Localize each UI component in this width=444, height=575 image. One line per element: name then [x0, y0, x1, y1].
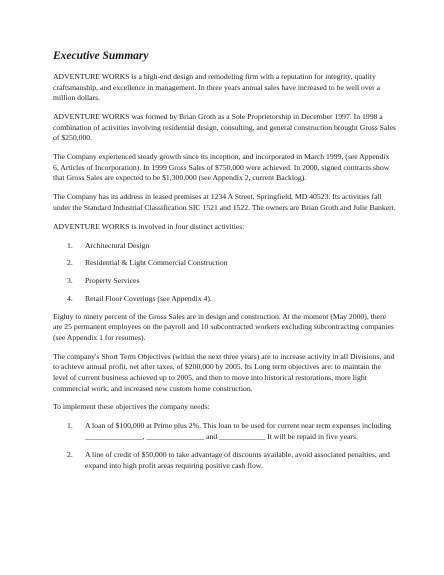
needs-list — [53, 421, 396, 471]
list-item-number: 2. — [67, 258, 73, 268]
executive-summary-heading: Executive Summary — [53, 50, 149, 62]
list-item — [67, 421, 396, 442]
paragraph-sales-employees: Eighty to ninety percent of the Gross Sales are in design and construction. At the moment (May 2000), there are 25 permanent employees on the payroll and 10 subcontracted workers excluding subcontracting companies (see Appendix 1 for resumes). — [53, 311, 394, 342]
list-item-number: 4. — [67, 293, 73, 303]
activities-list — [53, 241, 396, 305]
list-item-text: A loan of $100,000 at Prime plus 2%. This loan to be used for current near term expenses including _______________, _______________ and ____________ It will be repaid in five years. — [85, 421, 392, 441]
paragraph-address: The Company has its address in leased premises at 1234 A Street, Springfield, MD 40523. Its activities fall under the Standard Industrial Classification SIC 1521 and 1522. The owners are Brian Groth and Julie Bankert. — [53, 192, 396, 212]
list-item — [67, 276, 396, 287]
list-item-text: Residential & Light Commercial Construction — [85, 258, 228, 268]
list-item-number: 2. — [67, 450, 73, 460]
paragraph-formation: ADVENTURE WORKS was formed by Brian Groth as a Sole Proprietorship in December 1997. In 1998 a combination of activities involving residential design, consulting, and general construction brought Gross Sales of $250,000. — [53, 112, 396, 143]
list-item — [67, 258, 396, 269]
paragraph-intro: ADVENTURE WORKS is a high-end design and remodeling firm with a reputation for integrity, quality craftsmanship, and excellence in management. In three years annual sales have increased to be well over a million dollars. — [53, 72, 381, 103]
paragraph-objectives: The company's Short Term Objectives (within the next three years) are to increase activity in all Divisions, and to achieve annual profit, net after taxes, of $200,000 by 2005. Its Long term objectives are: to maintain the level of current business achieved up to 2005, and then to move into historical restorations, more light commercial work, and increased new custom home construction. — [53, 351, 395, 393]
list-item-number: 1. — [67, 240, 73, 250]
list-item — [67, 450, 396, 471]
list-item — [67, 294, 396, 305]
paragraph-activities-intro: ADVENTURE WORKS is involved in four distinct activities: — [53, 221, 245, 231]
list-item-number: 1. — [67, 421, 73, 431]
paragraph-needs-intro: To implement these objectives the company needs: — [53, 402, 210, 412]
list-item-number: 3. — [67, 276, 73, 286]
list-item-text: Retail Floor Coverings (see Appendix 4). — [85, 293, 212, 303]
list-item-text: Property Services — [85, 276, 140, 286]
list-item — [67, 241, 396, 252]
list-item-text: A line of credit of $50,000 to take advantage of discounts available, avoid associated penalties, and expand into high profit areas requiring positive cash flow. — [85, 450, 390, 470]
paragraph-growth: The Company experienced steady growth since its inception, and incorporated in March 1999, (see Appendix 6, Articles of Incorporation). In 1999 Gross Sales of $750,000 were achieved. In 2000, signed contracts show that Gross Sales are expected to be $1,300,000 (see Appendix 2, current Backlog). — [53, 152, 390, 183]
list-item-text: Architectural Design — [85, 240, 150, 250]
